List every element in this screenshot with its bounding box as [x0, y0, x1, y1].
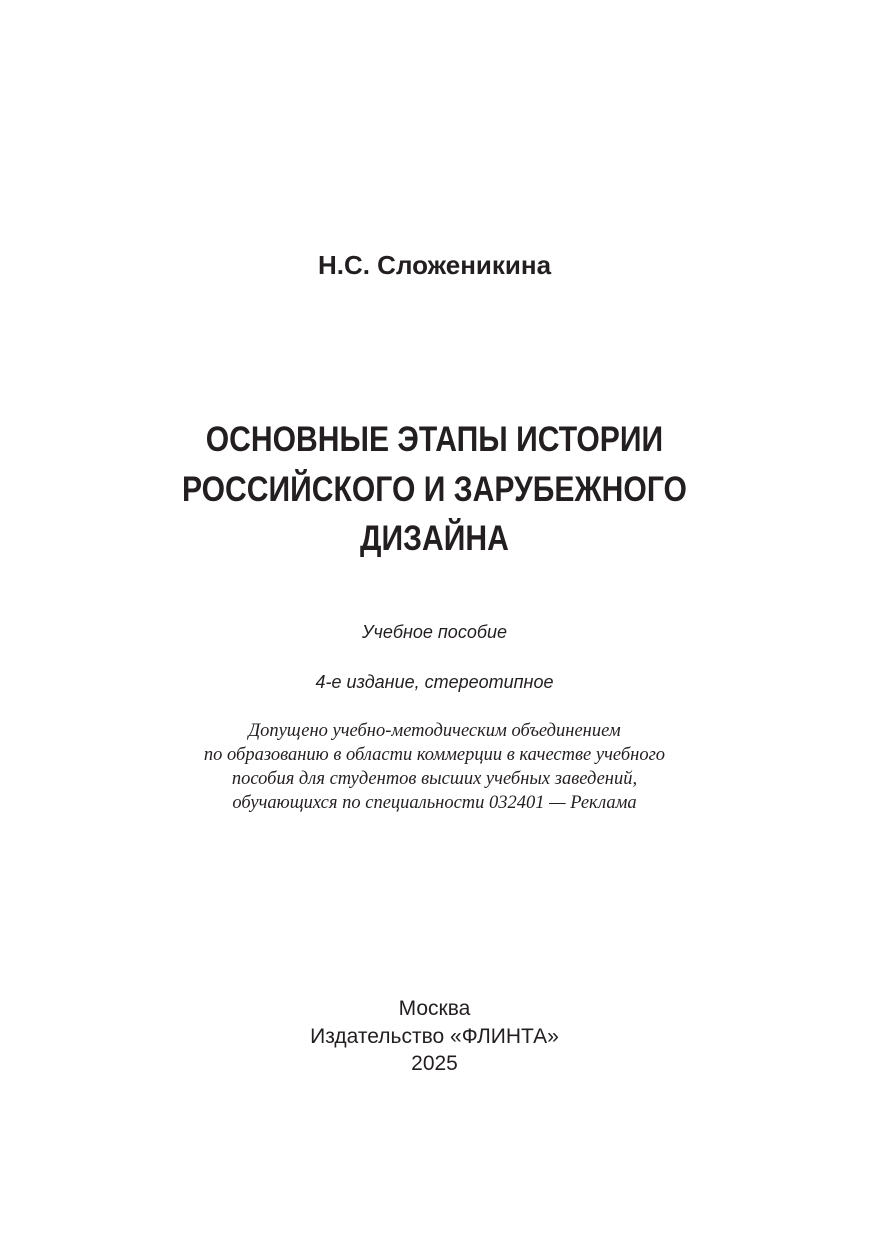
- author-name: Н.С. Сложеникина: [317, 250, 552, 280]
- imprint-publisher: Издательство «ФЛИНТА»: [310, 1025, 559, 1048]
- approval-line-2: по образованию в области коммерции в качестве учебного: [203, 745, 666, 765]
- imprint-year: 2025: [411, 1052, 458, 1075]
- edition-note: 4-е издание, стереотипное: [315, 672, 554, 692]
- approval-line-3: пособия для студентов высших учебных заведений,: [231, 769, 638, 789]
- book-title-line-1: ОСНОВНЫЕ ЭТАПЫ ИСТОРИИ: [205, 420, 664, 459]
- book-title-line-2: РОССИЙСКОГО И ЗАРУБЕЖНОГО: [181, 470, 687, 509]
- approval-line-4: обучающихся по специальности 032401 — Реклама: [232, 793, 637, 813]
- book-type: Учебное пособие: [362, 622, 507, 642]
- approval-line-1: Допущено учебно-методическим объединением: [248, 721, 621, 741]
- book-title-line-3: ДИЗАЙНА: [360, 519, 509, 558]
- imprint-city: Москва: [398, 997, 471, 1020]
